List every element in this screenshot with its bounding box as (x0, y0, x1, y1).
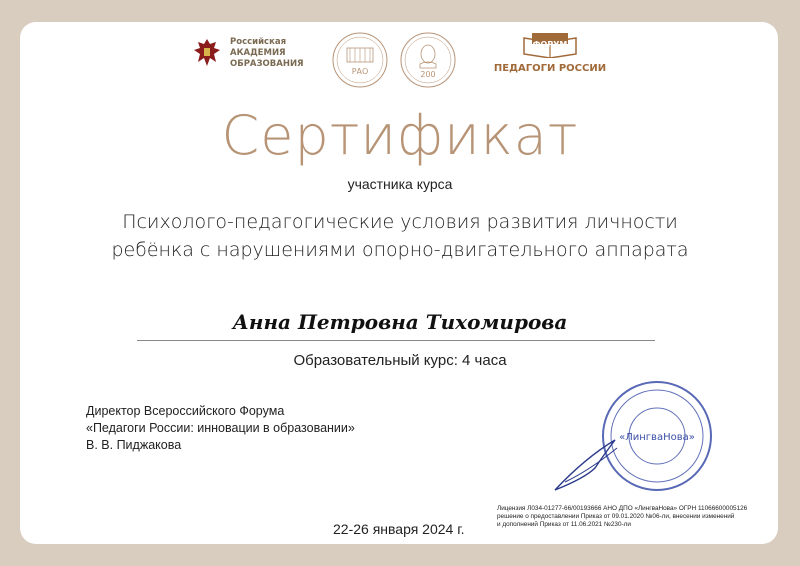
certificate-title: Сертификат (221, 104, 579, 167)
ran-line-1: Российская (230, 36, 287, 47)
official-stamp (545, 378, 715, 498)
certificate-subtitle: участника курса (347, 176, 453, 192)
license-info (497, 505, 772, 529)
director-line-1: Директор Всероссийского Форума (86, 404, 285, 418)
rao-text: РАО (351, 67, 369, 76)
license-line-3: и дополнений Приказ от 11.06.2021 №230-ли (497, 521, 631, 528)
forum-logo (480, 32, 620, 90)
director-signature-block (86, 403, 355, 454)
anniv-text: 200 (420, 70, 436, 79)
director-line-2: «Педагоги России: инновации в образовании» (86, 421, 355, 435)
rao-logo (330, 30, 390, 90)
stamp-center-text: «ЛингваНова» (619, 432, 695, 443)
participant-name: Анна Петровна Тихомирова (232, 310, 568, 334)
license-line-2: решение о предоставлении Приказ от 09.01.2020 №06-ли, внесении изменений (497, 513, 735, 520)
director-name: В. В. Пиджакова (86, 438, 182, 452)
logos-row (190, 30, 620, 90)
ran-logo (190, 36, 304, 70)
course-line-1: Психолого-педагогические условия развития личности (122, 211, 678, 233)
eagle-emblem-icon (190, 36, 224, 70)
event-date: 22-26 января 2024 г. (333, 521, 465, 537)
license-line-1: Лицензия Л034-01277-66/00193666 АНО ДПО «ЛингваНова» ОГРН 11066600005126 (497, 505, 748, 512)
name-underline (137, 340, 655, 341)
course-title (60, 208, 740, 264)
anniversary-logo (398, 30, 458, 90)
ran-line-2: АКАДЕМИЯ (230, 47, 286, 58)
forum-title: ФОРУМ (532, 40, 568, 49)
ran-line-3: ОБРАЗОВАНИЯ (230, 58, 304, 69)
forum-subtitle: ПЕДАГОГИ РОССИИ (493, 63, 607, 74)
signature-mark (555, 440, 615, 490)
course-line-2: ребёнка с нарушениями опорно-двигательного аппарата (111, 239, 689, 261)
course-hours: Образовательный курс: 4 часа (293, 352, 507, 369)
